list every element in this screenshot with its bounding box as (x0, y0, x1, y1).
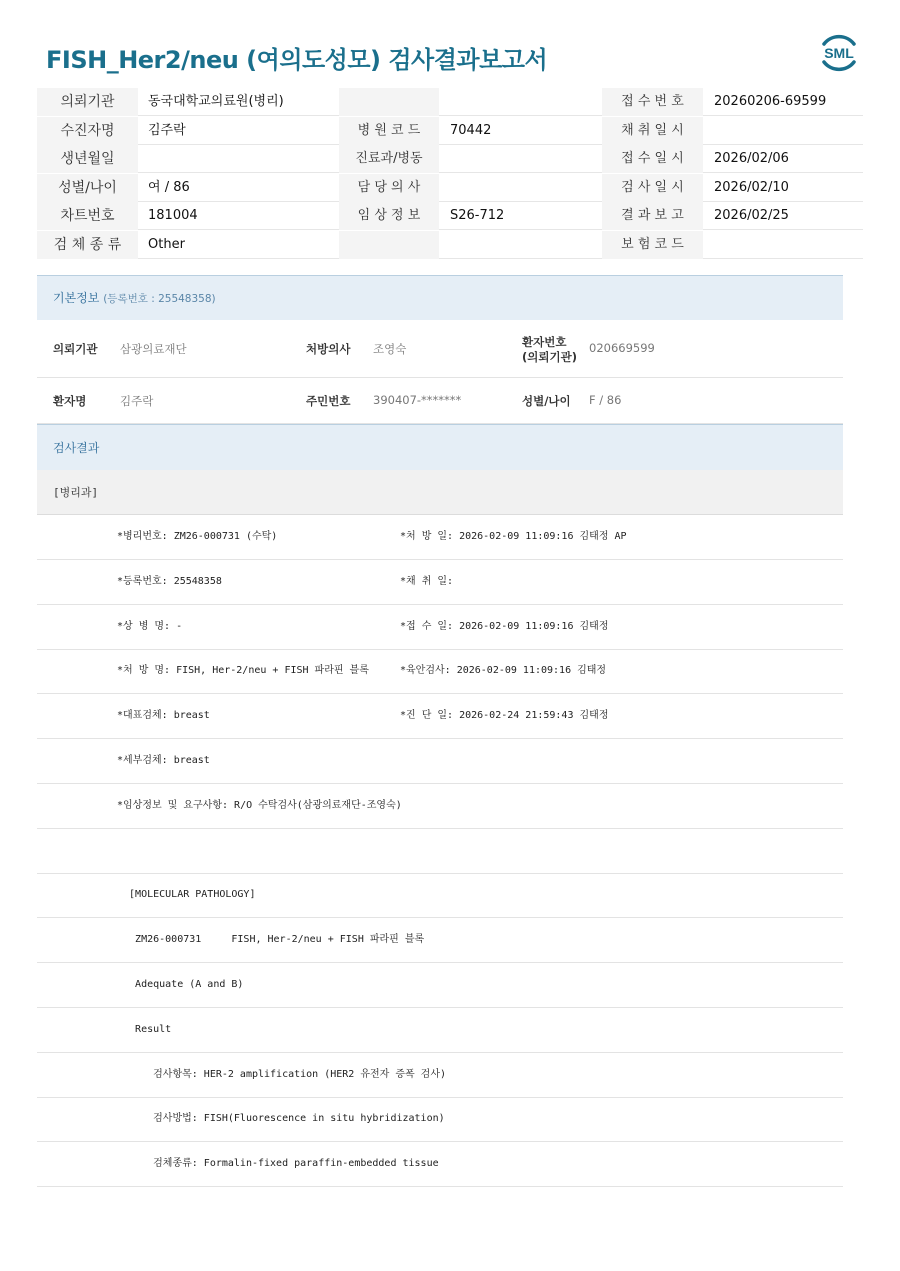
info-label: 검 체 종 류 (37, 231, 138, 259)
info-value: 2026/02/06 (714, 151, 789, 166)
result-line (37, 1142, 843, 1187)
info-value (450, 88, 600, 116)
info-row (37, 174, 863, 202)
sml-logo (816, 30, 862, 76)
basic-info-row-1 (37, 320, 843, 378)
result-line (37, 1008, 843, 1053)
info-label: 접 수 번 호 (602, 88, 703, 116)
basic-info-title: 기본정보 (53, 291, 100, 305)
value-requester: 삼광의료재단 (120, 342, 187, 356)
result-line (37, 963, 843, 1008)
info-value: 2026/02/10 (714, 180, 789, 195)
info-label: 결 과 보 고 (602, 202, 703, 230)
value-patient-name: 김주락 (120, 394, 154, 408)
result-line-left: *처 방 명: FISH, Her-2/neu + FISH 파라핀 블록 (117, 665, 369, 677)
result-line-right: *채 취 일: (400, 575, 454, 587)
label-patient-name: 환자명 (53, 394, 87, 408)
info-row (37, 88, 863, 116)
info-label: 의뢰기관 (37, 88, 138, 116)
result-line (37, 873, 843, 918)
info-value (714, 231, 863, 259)
info-label (339, 231, 439, 259)
info-row (37, 145, 863, 173)
result-line-left: *병리번호: ZM26-000731 (수탁) (117, 531, 278, 542)
page-title: FISH_Her2/neu (여의도성모) 검사결과보고서 (46, 46, 548, 74)
result-line (37, 829, 843, 874)
info-value: 여 / 86 (148, 180, 190, 195)
info-value (450, 231, 600, 259)
result-line-left: *상 병 명: - (117, 620, 183, 632)
label-resident-no: 주민번호 (306, 394, 351, 408)
label-patient-no: 환자번호 (522, 335, 567, 349)
value-sex-age: F / 86 (589, 393, 622, 407)
result-line-left: 검체종류: Formalin-fixed paraffin-embedded tissue (117, 1158, 439, 1170)
info-value (714, 117, 863, 145)
info-value: 2026/02/25 (714, 208, 789, 223)
result-line (37, 739, 843, 784)
result-line-left: *세부검체: breast (117, 755, 210, 766)
basic-info-header (37, 275, 843, 320)
result-line (37, 784, 843, 829)
basic-info-row-2 (37, 378, 843, 424)
result-line-left: Result (117, 1023, 172, 1035)
result-line (37, 649, 843, 694)
result-line-left: *등록번호: 25548358 (117, 575, 222, 587)
info-label: 보 험 코 드 (602, 231, 703, 259)
result-line-left: [MOLECULAR PATHOLOGY] (117, 889, 256, 901)
result-line-right: *처 방 일: 2026-02-09 11:09:16 김태정 AP (400, 531, 627, 542)
info-label: 진료과/병동 (339, 145, 439, 173)
label-sex-age: 성별/나이 (522, 394, 571, 408)
info-value: 김주락 (148, 123, 186, 138)
svg-text:SML: SML (824, 45, 854, 61)
info-label: 차트번호 (37, 202, 138, 230)
department-row: [병리과] (37, 470, 843, 515)
registration-number: (등록번호 : 25548358) (103, 293, 216, 305)
info-value (450, 145, 600, 173)
info-value: 동국대학교의료원(병리) (148, 94, 284, 109)
info-value (450, 174, 600, 202)
info-label: 담 당 의 사 (339, 174, 439, 202)
label-requester: 의뢰기관 (53, 342, 98, 356)
result-line (37, 605, 843, 650)
result-line-left: *임상정보 및 요구사항: R/O 수탁검사(삼광의료재단-조영숙) (117, 799, 402, 811)
info-row (37, 231, 863, 259)
info-value: Other (148, 237, 185, 252)
info-label: 채 취 일 시 (602, 117, 703, 145)
result-line-left: Adequate (A and B) (117, 979, 244, 990)
info-value: 20260206-69599 (714, 94, 827, 109)
result-line-left: *대표검체: breast (117, 710, 210, 722)
info-label: 성별/나이 (37, 174, 138, 202)
info-label: 임 상 정 보 (339, 202, 439, 230)
result-line (37, 515, 843, 560)
result-line (37, 1097, 843, 1142)
info-row (37, 117, 863, 145)
info-label (339, 88, 439, 116)
results-header (37, 424, 843, 470)
info-row (37, 202, 863, 230)
result-line (37, 560, 843, 605)
value-doctor: 조영숙 (373, 342, 407, 356)
result-line-left: ZM26-000731 FISH, Her-2/neu + FISH 파라핀 블록 (117, 934, 425, 946)
value-patient-no: 020669599 (589, 341, 655, 355)
result-line (37, 694, 843, 739)
info-label: 검 사 일 시 (602, 174, 703, 202)
result-line-left: 검사항목: HER-2 amplification (HER2 유전자 증폭 검사) (117, 1068, 447, 1080)
info-label: 접 수 일 시 (602, 145, 703, 173)
value-resident-no: 390407-******* (373, 393, 462, 407)
info-label: 병 원 코 드 (339, 117, 439, 145)
info-value: 181004 (148, 208, 198, 223)
label-doctor: 처방의사 (306, 342, 351, 356)
info-label: 생년월일 (37, 145, 138, 173)
result-line (37, 918, 843, 963)
result-line-right: *접 수 일: 2026-02-09 11:09:16 김태정 (400, 620, 609, 632)
result-line-left: 검사방법: FISH(Fluorescence in situ hybridization) (117, 1113, 445, 1125)
info-value: 70442 (450, 123, 492, 138)
result-line-right: *육안검사: 2026-02-09 11:09:16 김태정 (400, 665, 607, 677)
info-label: 수진자명 (37, 117, 138, 145)
result-line-right: *진 단 일: 2026-02-24 21:59:43 김태정 (400, 710, 609, 722)
info-value: S26-712 (450, 208, 505, 223)
info-value (148, 145, 338, 173)
result-line (37, 1053, 843, 1098)
results-title: 검사결과 (53, 441, 100, 455)
label-patient-no-sub: (의뢰기관) (522, 350, 577, 364)
